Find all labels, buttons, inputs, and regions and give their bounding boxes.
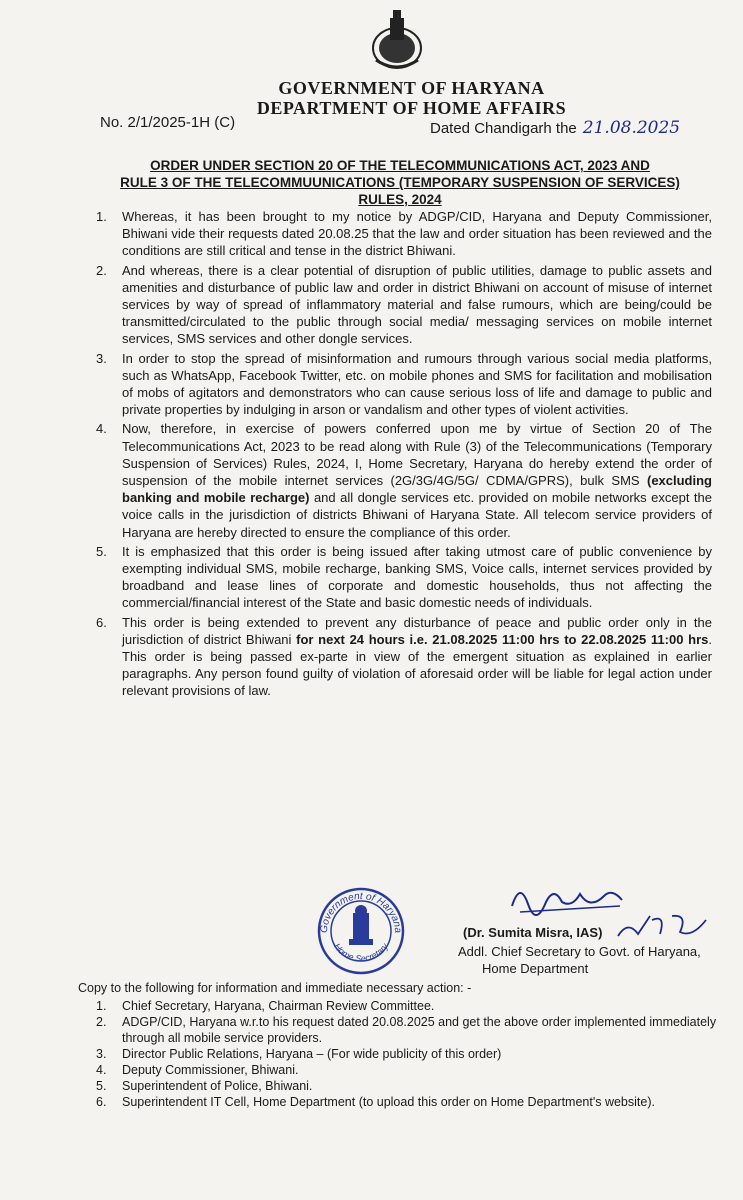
list-item-number: 5. — [96, 1079, 107, 1093]
paragraph — [82, 543, 712, 612]
list-item-number: 3. — [96, 1047, 107, 1061]
signatory-designation: Addl. Chief Secretary to Govt. of Haryana, — [458, 944, 701, 959]
paragraph-text-bold: (excluding banking and mobile recharge) — [122, 473, 712, 506]
paragraph-number: 3. — [96, 350, 107, 366]
paragraph-text: In order to stop the spread of misinformation and rumours through various social media platforms, such as WhatsApp, Facebook Twitter, etc. on mobile phones and SMS for facilitation and mobilisation of mobs of agitators and demonstrators who can cause serious loss of life and damage to public and private properties by indulging in arson or vandalism and other types of violent activities. — [122, 350, 712, 418]
signatory-name: (Dr. Sumita Misra, IAS) — [463, 925, 603, 940]
list-item — [78, 1046, 718, 1062]
list-item-number: 2. — [96, 1015, 107, 1029]
order-paragraphs — [82, 208, 712, 702]
paragraph — [82, 614, 712, 700]
signatory-department: Home Department — [482, 961, 589, 976]
paragraph-text — [122, 614, 712, 700]
copy-heading: Copy to the following for information and immediate necessary action: - — [78, 981, 472, 995]
list-item-number: 4. — [96, 1063, 107, 1077]
paragraph-text: Whereas, it has been brought to my notice by ADGP/CID, Haryana and Deputy Commissioner, Bhiwani vide their requests dated 20.08.25 that the law and order situation has been reviewed and the conditions are still critical and tense in the district Bhiwani. — [122, 209, 712, 259]
paragraph-text-part: Now, therefore, in exercise of powers conferred upon me by virtue of Section 20 of The Telecommunications Act, 2023 to be read along with Rule (3) of the Telecommunications (Temporary Suspension of Services) Rules, 2024, I, Home Secretary, Haryana do hereby extend the order of suspension of the mobile internet services (2G/3G/4G/5G/ CDMA/GPRS), bulk SMS — [122, 421, 712, 489]
paragraph-number: 5. — [96, 543, 107, 559]
reference-number: No. 2/1/2025-1H (C) — [100, 114, 236, 131]
copy-to-section — [78, 980, 718, 1110]
paragraph — [82, 208, 712, 260]
paragraph-number: 6. — [96, 614, 107, 630]
dated-line — [430, 118, 680, 138]
list-item-text: Director Public Relations, Haryana – (For wide publicity of this order) — [122, 1047, 502, 1061]
list-item — [78, 1062, 718, 1078]
state-emblem-icon — [368, 8, 426, 72]
paragraph-text-part: This order is being extended to prevent any disturbance of peace and public order only in the jurisdiction of district Bhiwani — [122, 614, 712, 647]
order-title-line: ORDER UNDER SECTION 20 OF THE TELECOMMUNICATIONS ACT, 2023 AND — [150, 158, 650, 173]
department-heading: DEPARTMENT OF HOME AFFAIRS — [256, 98, 567, 118]
list-item-text: Chief Secretary, Haryana, Chairman Review Committee. — [122, 999, 435, 1013]
paragraph-number: 2. — [96, 262, 107, 278]
paragraph — [82, 350, 712, 419]
list-item — [78, 998, 718, 1014]
list-item — [78, 1014, 718, 1046]
list-item-number: 6. — [96, 1095, 107, 1109]
paragraph — [82, 420, 712, 540]
paragraph-number: 1. — [96, 209, 107, 224]
list-item-text: Deputy Commissioner, Bhiwani. — [122, 1063, 299, 1077]
list-item — [78, 1094, 718, 1110]
paragraph-number: 4. — [96, 421, 107, 437]
seal-text-bottom: Home Secretary — [331, 941, 390, 964]
list-item-text: Superintendent IT Cell, Home Department (to upload this order on Home Department's website). — [122, 1095, 655, 1109]
paragraph — [82, 262, 712, 348]
order-title — [100, 157, 700, 208]
dated-label: Dated Chandigarh the — [430, 120, 577, 137]
list-item — [78, 1078, 718, 1094]
paragraph-text-part: and all dongle services etc. provided on mobile networks except the voice calls in the jurisdiction of districts Bhiwani of Haryana State. All telecom service providers of Haryana are hereby directed to ensure the compliance of this order. — [122, 490, 712, 540]
list-item-number: 1. — [96, 999, 107, 1013]
seal-text-top: Government of Haryana — [318, 890, 404, 934]
official-seal-icon — [313, 883, 409, 975]
paragraph-text-bold: for next 24 hours i.e. 21.08.2025 11:00 hrs to 22.08.2025 11:00 hrs — [296, 631, 709, 647]
government-heading: GOVERNMENT OF HARYANA — [278, 78, 545, 98]
dated-value: 21.08.2025 — [582, 118, 681, 138]
order-title-line: RULE 3 OF THE TELECOMMUUNICATIONS (TEMPORARY SUSPENSION OF SERVICES) — [120, 175, 680, 190]
paragraph-text: It is emphasized that this order is being issued after taking utmost care of public convenience by exempting individual SMS, mobile recharge, banking SMS, Voice calls, internet services provided by broadband and lease lines of corporate and domestic households, thus not affecting the commercial/financial interest of the State and basic domestic needs of individuals. — [122, 543, 712, 611]
paragraph-text-part: . This order is being passed ex-parte in view of the emergent situation as explained in earlier paragraphs. Any person found guilty of violation of aforesaid order will be liable for legal action under relevant provisions of law. — [122, 631, 712, 699]
paragraph-text — [122, 420, 712, 540]
order-title-line: RULES, 2024 — [358, 192, 442, 207]
list-item-text: Superintendent of Police, Bhiwani. — [122, 1079, 313, 1093]
list-item-text: ADGP/CID, Haryana w.r.to his request dated 20.08.2025 and get the above order implemented immediately through all mobile service providers. — [122, 1015, 717, 1045]
paragraph-text: And whereas, there is a clear potential of disruption of public utilities, damage to public assets and amenities and disturbance of public law and order in district Bhiwani on account of misuse of internet services by way of spread of inflammatory material and false rumours, which are being/could be transmitted/circulated to the public through social media/ messaging services on mobile internet services, SMS services and other dongle services. — [122, 262, 712, 347]
